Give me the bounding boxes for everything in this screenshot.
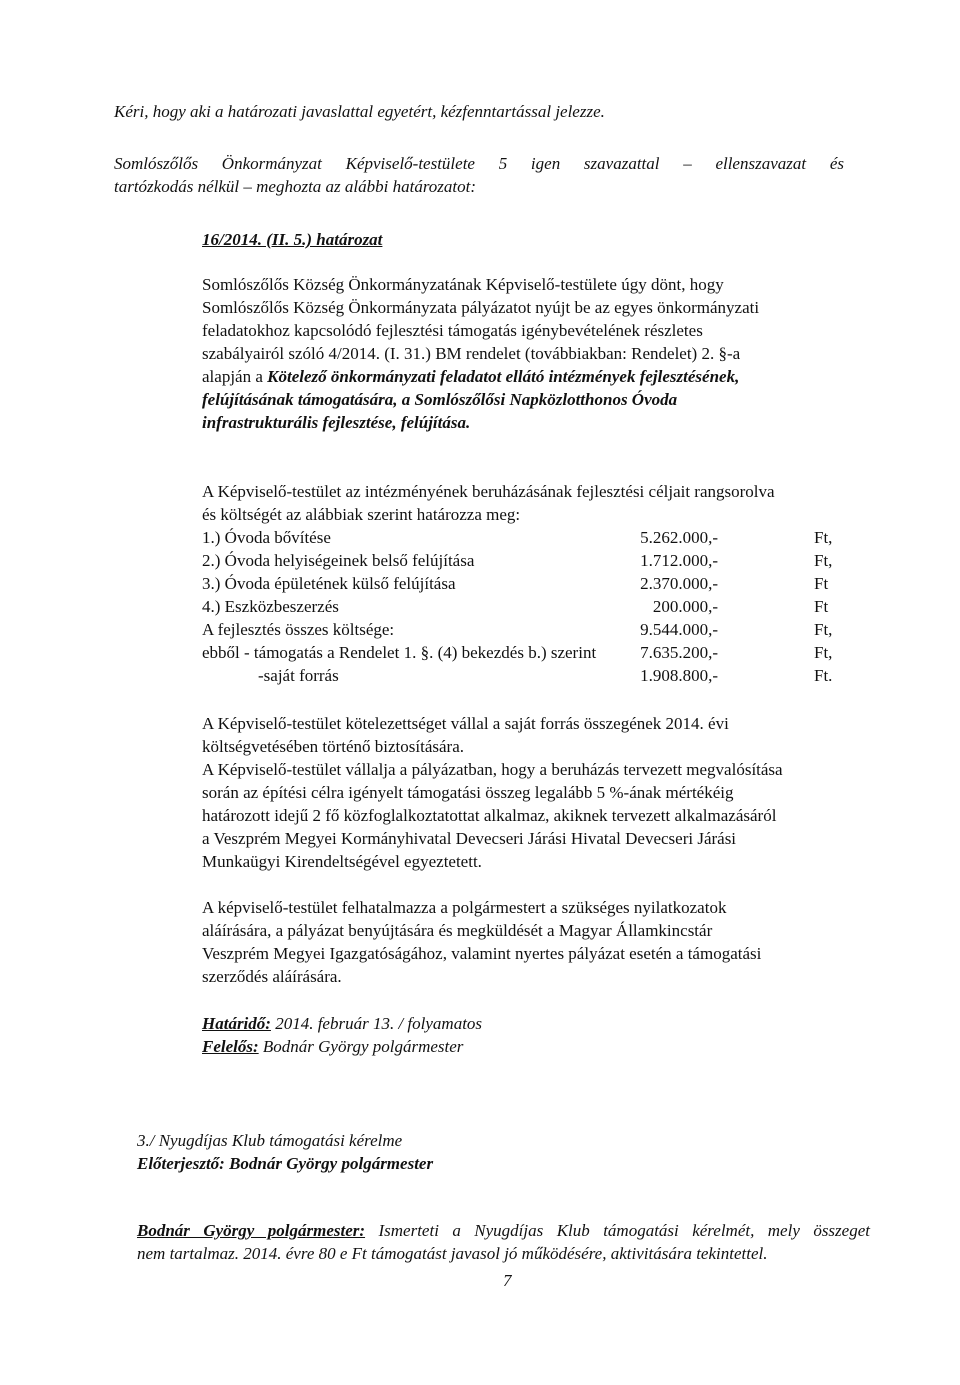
cost-amount: 9.544.000,-	[640, 620, 718, 639]
cost-row	[202, 527, 842, 549]
cost-unit: Ft	[814, 574, 829, 593]
cost-row	[202, 550, 842, 572]
cost-label: -saját forrás	[258, 666, 339, 685]
authorization-line-3: Veszprém Megyei Igazgatóságához, valamint nyertes pályázat esetén a támogatási	[202, 944, 762, 963]
resolution-subject-start: Kötelező önkormányzati feladatot ellátó intézmények fejlesztésének,	[267, 367, 740, 386]
cost-amount: 5.262.000,-	[640, 528, 718, 547]
speaker-line-2: nem tartalmaz. 2014. évre 80 e Ft támogatást javasol jó működésére, aktivitására tekintettel.	[137, 1244, 768, 1263]
speaker-text-1: Ismerteti a Nyugdíjas Klub támogatási kérelmét, mely összeget	[365, 1221, 870, 1240]
commitment-line-4: során az építési célra igényelt támogatási összeg legalább 5 %-ának mértékéig	[202, 783, 734, 802]
agenda-item-presenter: Előterjesztő: Bodnár György polgármester	[137, 1154, 434, 1173]
intro-line-1: Kéri, hogy aki a határozati javaslattal egyetért, kézfenntartással jelezze.	[114, 102, 605, 121]
cost-row	[202, 573, 842, 595]
responsible-label: Felelős:	[202, 1037, 259, 1056]
cost-amount: 1.908.800,-	[640, 666, 718, 685]
cost-row	[202, 596, 842, 618]
cost-label: A fejlesztés összes költsége:	[202, 620, 395, 639]
cost-label: ebből - támogatás a Rendelet 1. §. (4) bekezdés b.) szerint	[202, 643, 597, 662]
alapjan-prefix: alapján a	[202, 367, 268, 386]
cost-amount: 200.000,-	[652, 597, 718, 616]
cost-row-own-source	[202, 665, 842, 687]
cost-unit: Ft.	[814, 666, 833, 685]
commitment-line-2: költségvetésében történő biztosítására.	[202, 737, 464, 756]
cost-label: 1.) Óvoda bővítése	[202, 528, 331, 547]
commitment-line-1: A Képviselő-testület kötelezettséget vállal a saját forrás összegének 2014. évi	[202, 714, 729, 733]
cost-amount: 1.712.000,-	[640, 551, 718, 570]
commitment-line-5: határozott idejű 2 fő közfoglalkoztatottat alkalmaz, akiknek tervezett alkalmazásáról	[202, 806, 777, 825]
resolution-body-line-3: feladatokhoz kapcsolódó fejlesztési támogatás igénybevételének részletes	[202, 321, 703, 340]
cost-label: 4.) Eszközbeszerzés	[202, 597, 339, 616]
resolution-body-line-1: Somlószőlős Község Önkormányzatának Képviselő-testülete úgy dönt, hogy	[202, 275, 724, 294]
responsible	[202, 1036, 463, 1058]
resolution-subject-line-2: felújításának támogatására, a Somlószőlősi Napközlotthonos Óvoda	[202, 390, 678, 409]
intro-line-3: tartózkodás nélkül – meghozta az alábbi határozatot:	[114, 177, 477, 196]
page-number: 7	[503, 1271, 512, 1290]
speaker-line-1	[137, 1220, 870, 1242]
authorization-line-2: aláírására, a pályázat benyújtására és megküldését a Magyar Államkincstár	[202, 921, 713, 940]
authorization-line-1: A képviselő-testület felhatalmazza a polgármestert a szükséges nyilatkozatok	[202, 898, 727, 917]
cost-unit: Ft	[814, 597, 829, 616]
speaker-name: Bodnár György polgármester:	[137, 1221, 366, 1240]
deadline	[202, 1013, 482, 1035]
cost-unit: Ft,	[814, 643, 833, 662]
cost-amount: 7.635.200,-	[640, 643, 718, 662]
deadline-label: Határidő:	[202, 1014, 271, 1033]
cost-row-total	[202, 619, 842, 641]
cost-unit: Ft,	[814, 551, 833, 570]
commitment-line-6: a Veszprém Megyei Kormányhivatal Devecseri Járási Hivatal Devecseri Járási	[202, 829, 737, 848]
resolution-number: 16/2014. (II. 5.) határozat	[202, 230, 383, 249]
agenda-item-title: 3./ Nyugdíjas Klub támogatási kérelme	[137, 1131, 403, 1150]
deadline-value: 2014. február 13. / folyamatos	[270, 1014, 483, 1033]
resolution-subject-line-3: infrastrukturális fejlesztése, felújítása.	[202, 413, 471, 432]
authorization-line-4: szerződés aláírására.	[202, 967, 342, 986]
costs-intro-line-1: A Képviselő-testület az intézményének beruházásának fejlesztési céljait rangsorolva	[202, 482, 775, 501]
cost-amount: 2.370.000,-	[640, 574, 718, 593]
intro-line-2: Somlószőlős Önkormányzat Képviselő-testülete 5 igen szavazattal – ellenszavazat és	[114, 154, 844, 173]
commitment-line-3: A Képviselő-testület vállalja a pályázatban, hogy a beruházás tervezett megvalósítása	[202, 760, 783, 779]
responsible-value: Bodnár György polgármester	[258, 1037, 464, 1056]
resolution-body-line-5	[202, 366, 739, 388]
cost-unit: Ft,	[814, 620, 833, 639]
commitment-line-7: Munkaügyi Kirendeltségével egyeztetett.	[202, 852, 482, 871]
costs-intro-line-2: és költségét az alábbiak szerint határozza meg:	[202, 505, 521, 524]
cost-row-subsidy	[202, 642, 842, 664]
cost-unit: Ft,	[814, 528, 833, 547]
cost-label: 3.) Óvoda épületének külső felújítása	[202, 574, 456, 593]
resolution-body-line-2: Somlószőlős Község Önkormányzata pályázatot nyújt be az egyes önkormányzati	[202, 298, 760, 317]
cost-label: 2.) Óvoda helyiségeinek belső felújítása	[202, 551, 475, 570]
resolution-body-line-4: szabályairól szóló 4/2014. (I. 31.) BM rendelet (továbbiakban: Rendelet) 2. §-a	[202, 344, 741, 363]
